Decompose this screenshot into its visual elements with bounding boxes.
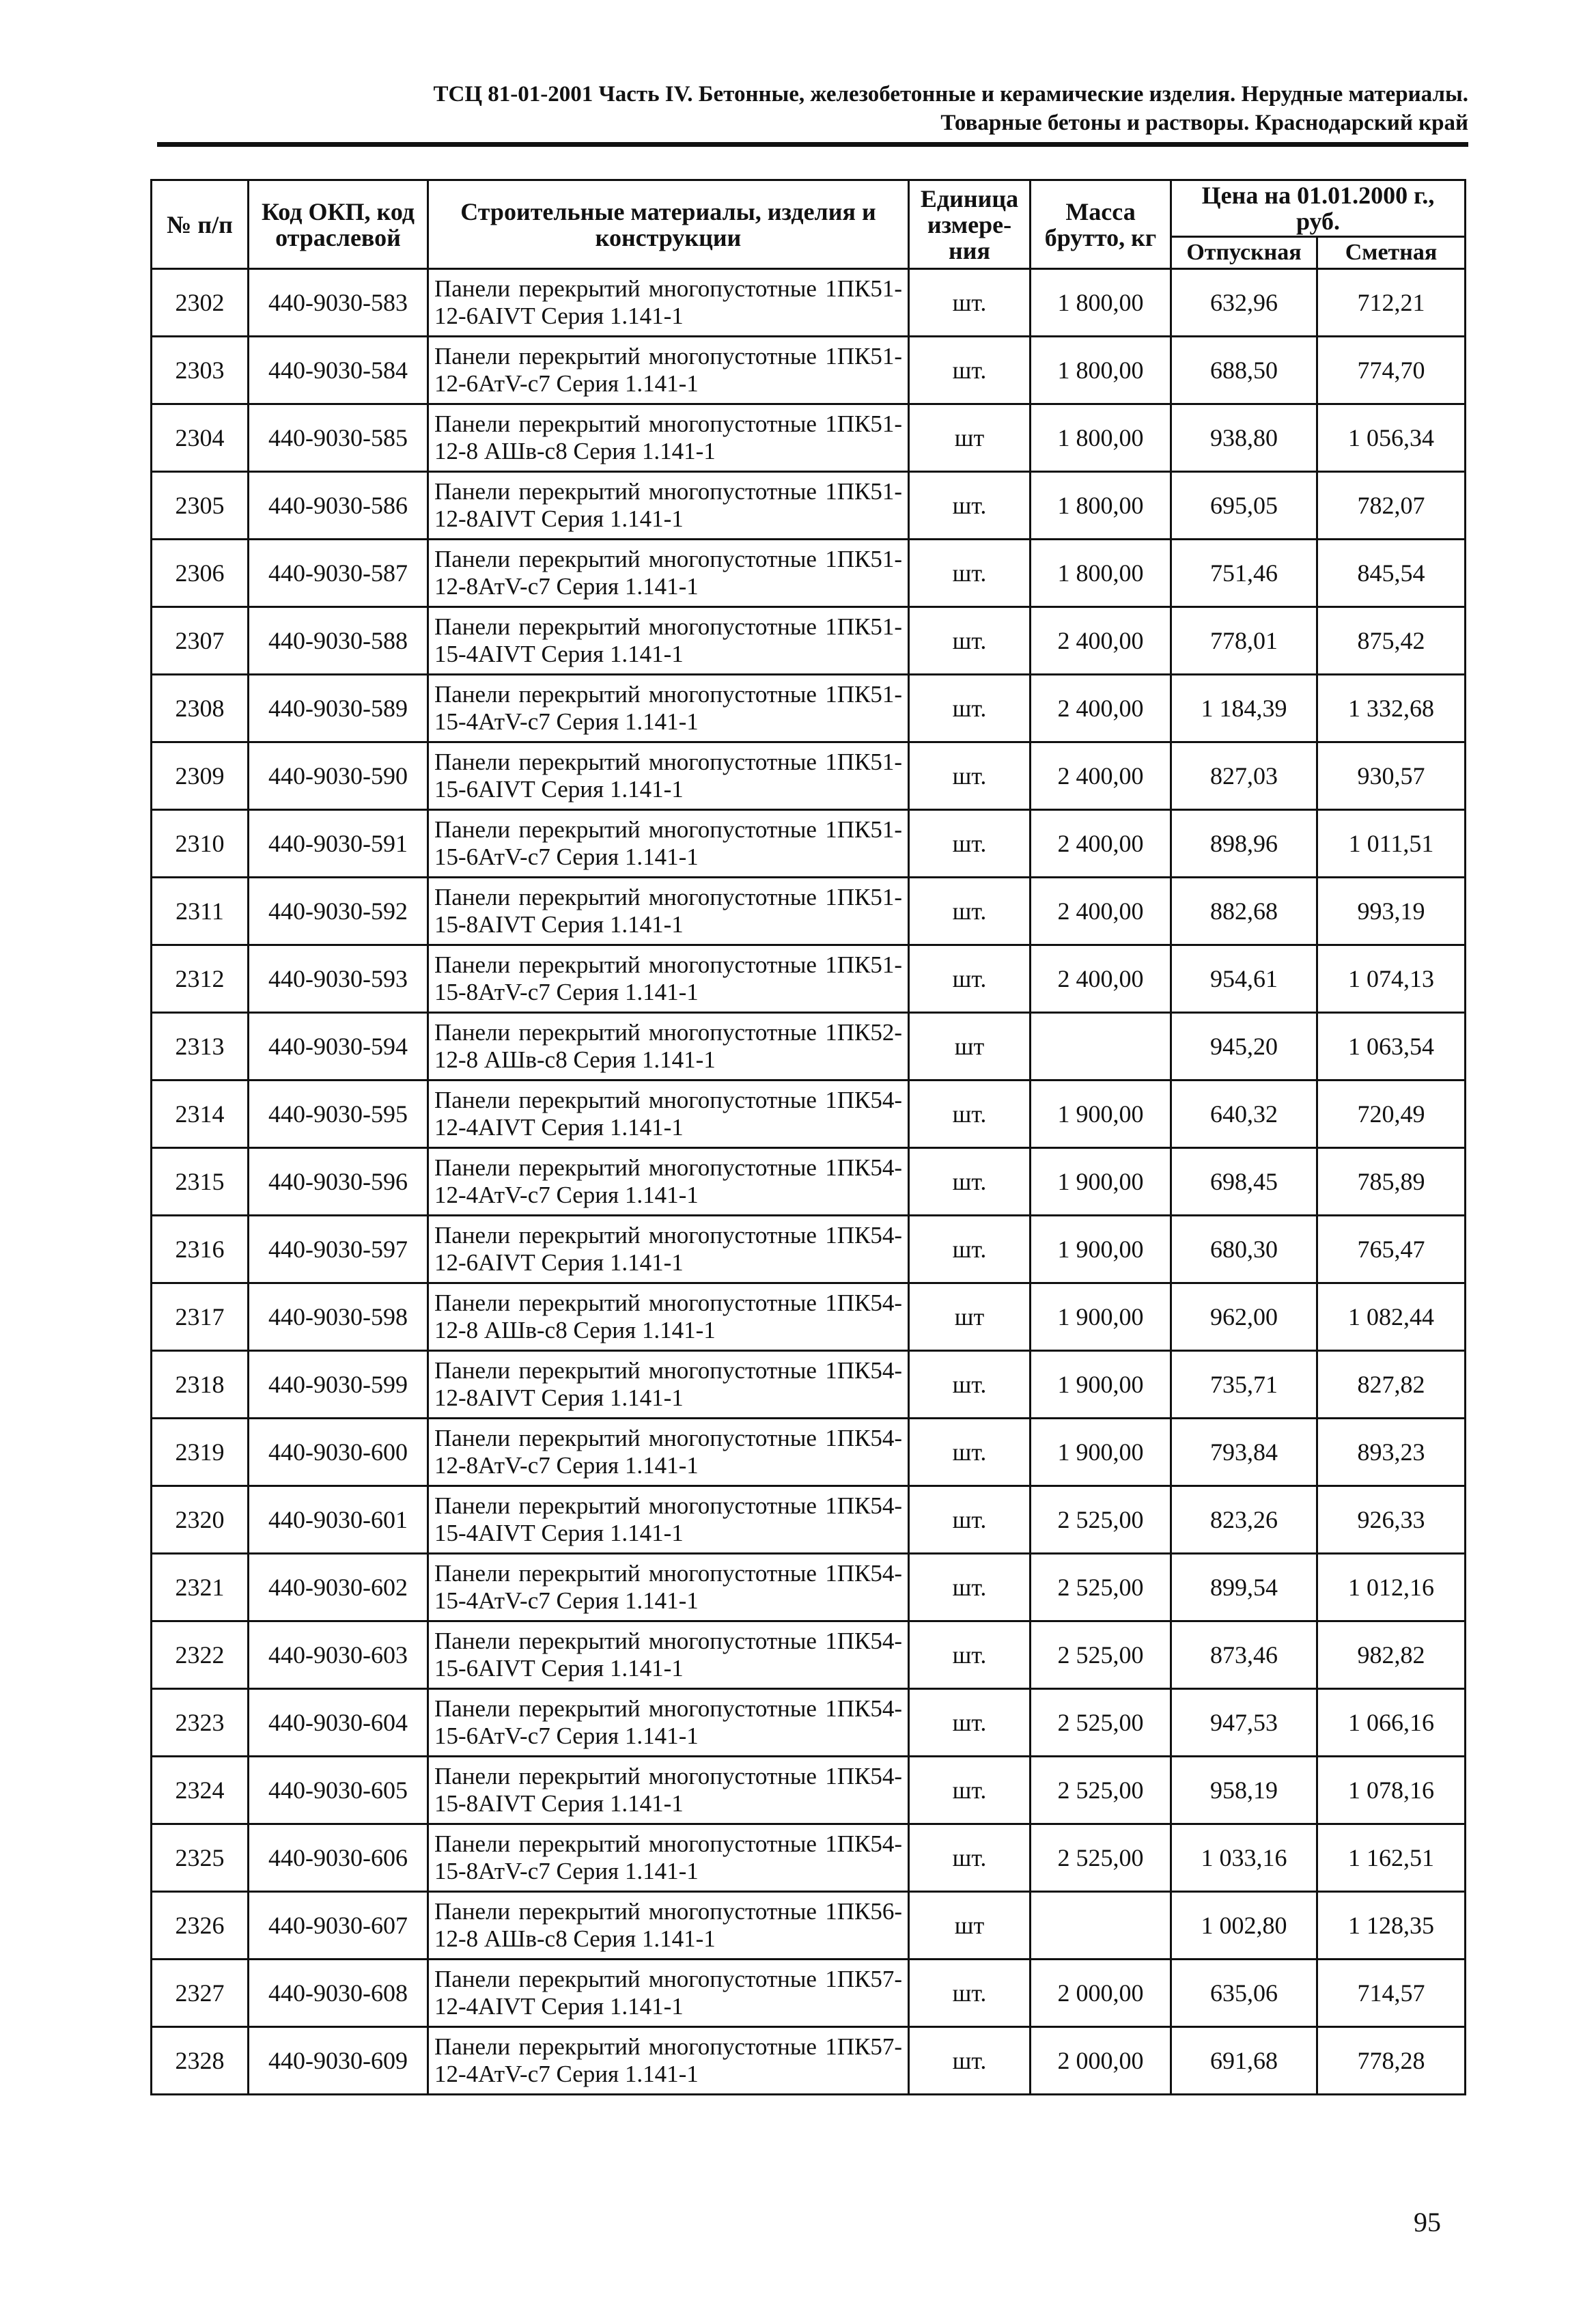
table-row bbox=[152, 269, 1466, 337]
cell-mass: 1 800,00 bbox=[1031, 269, 1171, 337]
cell-unit: шт. bbox=[909, 810, 1031, 878]
cell-price-estimate: 1 332,68 bbox=[1317, 675, 1466, 742]
cell-price-estimate: 785,89 bbox=[1317, 1148, 1466, 1216]
cell-price-estimate: 893,23 bbox=[1317, 1419, 1466, 1486]
table-row bbox=[152, 1013, 1466, 1081]
cell-price-estimate: 926,33 bbox=[1317, 1486, 1466, 1554]
cell-name: Панели перекрытий многопустотные 1ПК54-12-4АIVТ Серия 1.141-1 bbox=[428, 1081, 909, 1148]
cell-code: 440-9030-596 bbox=[249, 1148, 428, 1216]
cell-mass: 2 400,00 bbox=[1031, 742, 1171, 810]
cell-code: 440-9030-593 bbox=[249, 945, 428, 1013]
cell-name: Панели перекрытий многопустотные 1ПК56-12-8 АШв-с8 Серия 1.141-1 bbox=[428, 1892, 909, 1960]
cell-name: Панели перекрытий многопустотные 1ПК54-15-8АтV-с7 Серия 1.141-1 bbox=[428, 1824, 909, 1892]
cell-num: 2327 bbox=[152, 1960, 249, 2027]
cell-code: 440-9030-588 bbox=[249, 607, 428, 675]
table-row bbox=[152, 1621, 1466, 1689]
cell-mass: 2 525,00 bbox=[1031, 1486, 1171, 1554]
cell-unit: шт. bbox=[909, 1689, 1031, 1757]
cell-name: Панели перекрытий многопустотные 1ПК51-15-4АтV-с7 Серия 1.141-1 bbox=[428, 675, 909, 742]
cell-num: 2302 bbox=[152, 269, 249, 337]
cell-num: 2328 bbox=[152, 2027, 249, 2095]
cell-name: Панели перекрытий многопустотные 1ПК54-12-6АIVТ Серия 1.141-1 bbox=[428, 1216, 909, 1283]
cell-name: Панели перекрытий многопустотные 1ПК52-12-8 АШв-с8 Серия 1.141-1 bbox=[428, 1013, 909, 1081]
cell-price-estimate: 1 162,51 bbox=[1317, 1824, 1466, 1892]
cell-unit: шт bbox=[909, 1013, 1031, 1081]
cell-price-release: 882,68 bbox=[1171, 878, 1317, 945]
cell-mass bbox=[1031, 1892, 1171, 1960]
table-row bbox=[152, 1960, 1466, 2027]
cell-unit: шт. bbox=[909, 1351, 1031, 1419]
cell-num: 2319 bbox=[152, 1419, 249, 1486]
cell-price-estimate: 1 012,16 bbox=[1317, 1554, 1466, 1621]
cell-price-release: 899,54 bbox=[1171, 1554, 1317, 1621]
cell-code: 440-9030-583 bbox=[249, 269, 428, 337]
cell-name: Панели перекрытий многопустотные 1ПК54-15-8АIVТ Серия 1.141-1 bbox=[428, 1757, 909, 1824]
cell-price-estimate: 827,82 bbox=[1317, 1351, 1466, 1419]
cell-price-release: 680,30 bbox=[1171, 1216, 1317, 1283]
page-number: 95 bbox=[1414, 2207, 1441, 2238]
cell-num: 2314 bbox=[152, 1081, 249, 1148]
cell-name: Панели перекрытий многопустотные 1ПК51-12-8 АШв-с8 Серия 1.141-1 bbox=[428, 404, 909, 472]
cell-mass: 2 400,00 bbox=[1031, 607, 1171, 675]
cell-code: 440-9030-597 bbox=[249, 1216, 428, 1283]
cell-price-estimate: 712,21 bbox=[1317, 269, 1466, 337]
cell-num: 2308 bbox=[152, 675, 249, 742]
cell-mass: 2 400,00 bbox=[1031, 945, 1171, 1013]
cell-mass: 1 800,00 bbox=[1031, 337, 1171, 404]
cell-price-estimate: 845,54 bbox=[1317, 540, 1466, 607]
cell-unit: шт. bbox=[909, 540, 1031, 607]
cell-price-release: 898,96 bbox=[1171, 810, 1317, 878]
table-row bbox=[152, 945, 1466, 1013]
cell-num: 2310 bbox=[152, 810, 249, 878]
cell-unit: шт. bbox=[909, 1554, 1031, 1621]
table-row bbox=[152, 878, 1466, 945]
col-header-code: Код ОКП, код отраслевой bbox=[249, 180, 428, 269]
table-row bbox=[152, 1419, 1466, 1486]
cell-price-release: 947,53 bbox=[1171, 1689, 1317, 1757]
cell-price-release: 688,50 bbox=[1171, 337, 1317, 404]
table-row bbox=[152, 1351, 1466, 1419]
cell-num: 2305 bbox=[152, 472, 249, 540]
header-line-1: ТСЦ 81-01-2001 Часть IV. Бетонные, железобетонные и керамические изделия. Нерудные материалы. bbox=[433, 82, 1468, 107]
cell-unit: шт. bbox=[909, 1824, 1031, 1892]
cell-price-release: 751,46 bbox=[1171, 540, 1317, 607]
table-row bbox=[152, 1757, 1466, 1824]
cell-unit: шт. bbox=[909, 1757, 1031, 1824]
cell-price-release: 827,03 bbox=[1171, 742, 1317, 810]
cell-name: Панели перекрытий многопустотные 1ПК51-15-8АтV-с7 Серия 1.141-1 bbox=[428, 945, 909, 1013]
cell-name: Панели перекрытий многопустотные 1ПК51-12-6АIVТ Серия 1.141-1 bbox=[428, 269, 909, 337]
cell-name: Панели перекрытий многопустотные 1ПК51-15-8АIVТ Серия 1.141-1 bbox=[428, 878, 909, 945]
cell-price-estimate: 1 082,44 bbox=[1317, 1283, 1466, 1351]
cell-num: 2306 bbox=[152, 540, 249, 607]
cell-num: 2323 bbox=[152, 1689, 249, 1757]
cell-price-release: 640,32 bbox=[1171, 1081, 1317, 1148]
cell-code: 440-9030-607 bbox=[249, 1892, 428, 1960]
cell-mass: 1 800,00 bbox=[1031, 540, 1171, 607]
cell-code: 440-9030-601 bbox=[249, 1486, 428, 1554]
cell-code: 440-9030-599 bbox=[249, 1351, 428, 1419]
cell-code: 440-9030-602 bbox=[249, 1554, 428, 1621]
cell-price-estimate: 782,07 bbox=[1317, 472, 1466, 540]
cell-price-release: 873,46 bbox=[1171, 1621, 1317, 1689]
cell-code: 440-9030-608 bbox=[249, 1960, 428, 2027]
table-row bbox=[152, 1892, 1466, 1960]
cell-unit: шт. bbox=[909, 742, 1031, 810]
table-row bbox=[152, 2027, 1466, 2095]
cell-price-estimate: 1 011,51 bbox=[1317, 810, 1466, 878]
cell-num: 2317 bbox=[152, 1283, 249, 1351]
cell-num: 2307 bbox=[152, 607, 249, 675]
cell-price-release: 1 033,16 bbox=[1171, 1824, 1317, 1892]
col-header-name: Строительные материалы, изделия и конструкции bbox=[428, 180, 909, 269]
cell-price-release: 735,71 bbox=[1171, 1351, 1317, 1419]
cell-unit: шт. bbox=[909, 472, 1031, 540]
cell-unit: шт bbox=[909, 1283, 1031, 1351]
cell-price-estimate: 993,19 bbox=[1317, 878, 1466, 945]
cell-price-release: 695,05 bbox=[1171, 472, 1317, 540]
cell-unit: шт. bbox=[909, 1621, 1031, 1689]
cell-code: 440-9030-586 bbox=[249, 472, 428, 540]
header-rule bbox=[157, 142, 1468, 147]
cell-num: 2320 bbox=[152, 1486, 249, 1554]
cell-name: Панели перекрытий многопустотные 1ПК54-12-8АтV-с7 Серия 1.141-1 bbox=[428, 1419, 909, 1486]
cell-price-estimate: 774,70 bbox=[1317, 337, 1466, 404]
cell-num: 2322 bbox=[152, 1621, 249, 1689]
cell-num: 2304 bbox=[152, 404, 249, 472]
cell-num: 2309 bbox=[152, 742, 249, 810]
table-row bbox=[152, 675, 1466, 742]
cell-unit: шт. bbox=[909, 607, 1031, 675]
cell-price-estimate: 1 078,16 bbox=[1317, 1757, 1466, 1824]
price-table bbox=[150, 179, 1466, 2095]
cell-code: 440-9030-609 bbox=[249, 2027, 428, 2095]
cell-num: 2324 bbox=[152, 1757, 249, 1824]
cell-code: 440-9030-603 bbox=[249, 1621, 428, 1689]
cell-name: Панели перекрытий многопустотные 1ПК51-15-4АIVТ Серия 1.141-1 bbox=[428, 607, 909, 675]
cell-name: Панели перекрытий многопустотные 1ПК51-12-6АтV-с7 Серия 1.141-1 bbox=[428, 337, 909, 404]
cell-price-release: 635,06 bbox=[1171, 1960, 1317, 2027]
cell-price-estimate: 1 128,35 bbox=[1317, 1892, 1466, 1960]
cell-name: Панели перекрытий многопустотные 1ПК51-15-6АтV-с7 Серия 1.141-1 bbox=[428, 810, 909, 878]
cell-code: 440-9030-592 bbox=[249, 878, 428, 945]
cell-mass: 2 400,00 bbox=[1031, 878, 1171, 945]
cell-mass: 2 525,00 bbox=[1031, 1757, 1171, 1824]
cell-price-estimate: 720,49 bbox=[1317, 1081, 1466, 1148]
table-row bbox=[152, 540, 1466, 607]
table-body bbox=[152, 269, 1466, 2095]
cell-price-estimate: 1 063,54 bbox=[1317, 1013, 1466, 1081]
cell-code: 440-9030-595 bbox=[249, 1081, 428, 1148]
cell-mass: 1 800,00 bbox=[1031, 404, 1171, 472]
cell-code: 440-9030-590 bbox=[249, 742, 428, 810]
table-row bbox=[152, 1216, 1466, 1283]
cell-code: 440-9030-604 bbox=[249, 1689, 428, 1757]
cell-mass: 2 525,00 bbox=[1031, 1824, 1171, 1892]
cell-price-release: 1 002,80 bbox=[1171, 1892, 1317, 1960]
cell-code: 440-9030-605 bbox=[249, 1757, 428, 1824]
cell-price-release: 962,00 bbox=[1171, 1283, 1317, 1351]
col-header-unit: Единица измере-ния bbox=[909, 180, 1031, 269]
cell-mass: 1 900,00 bbox=[1031, 1081, 1171, 1148]
cell-code: 440-9030-587 bbox=[249, 540, 428, 607]
cell-price-release: 954,61 bbox=[1171, 945, 1317, 1013]
cell-unit: шт. bbox=[909, 945, 1031, 1013]
cell-mass: 2 525,00 bbox=[1031, 1621, 1171, 1689]
table-row bbox=[152, 337, 1466, 404]
cell-name: Панели перекрытий многопустотные 1ПК54-15-6АIVТ Серия 1.141-1 bbox=[428, 1621, 909, 1689]
cell-name: Панели перекрытий многопустотные 1ПК54-15-4АIVТ Серия 1.141-1 bbox=[428, 1486, 909, 1554]
header-line-2: Товарные бетоны и растворы. Краснодарский край bbox=[940, 111, 1468, 135]
col-header-price-estimate: Сметная bbox=[1317, 237, 1466, 269]
cell-name: Панели перекрытий многопустотные 1ПК54-12-8 АШв-с8 Серия 1.141-1 bbox=[428, 1283, 909, 1351]
cell-num: 2315 bbox=[152, 1148, 249, 1216]
col-header-num: № п/п bbox=[152, 180, 249, 269]
cell-name: Панели перекрытий многопустотные 1ПК51-12-8АтV-с7 Серия 1.141-1 bbox=[428, 540, 909, 607]
cell-code: 440-9030-606 bbox=[249, 1824, 428, 1892]
cell-unit: шт. bbox=[909, 1216, 1031, 1283]
cell-price-release: 632,96 bbox=[1171, 269, 1317, 337]
cell-mass: 2 000,00 bbox=[1031, 1960, 1171, 2027]
cell-unit: шт. bbox=[909, 2027, 1031, 2095]
cell-code: 440-9030-600 bbox=[249, 1419, 428, 1486]
table-row bbox=[152, 1283, 1466, 1351]
cell-name: Панели перекрытий многопустотные 1ПК51-15-6АIVТ Серия 1.141-1 bbox=[428, 742, 909, 810]
cell-mass: 2 000,00 bbox=[1031, 2027, 1171, 2095]
cell-mass: 1 900,00 bbox=[1031, 1216, 1171, 1283]
cell-code: 440-9030-584 bbox=[249, 337, 428, 404]
cell-unit: шт. bbox=[909, 1081, 1031, 1148]
cell-price-release: 823,26 bbox=[1171, 1486, 1317, 1554]
cell-name: Панели перекрытий многопустотные 1ПК51-12-8АIVТ Серия 1.141-1 bbox=[428, 472, 909, 540]
cell-unit: шт. bbox=[909, 878, 1031, 945]
cell-price-release: 793,84 bbox=[1171, 1419, 1317, 1486]
cell-code: 440-9030-589 bbox=[249, 675, 428, 742]
cell-unit: шт bbox=[909, 404, 1031, 472]
cell-mass: 1 900,00 bbox=[1031, 1419, 1171, 1486]
cell-unit: шт. bbox=[909, 269, 1031, 337]
cell-price-estimate: 930,57 bbox=[1317, 742, 1466, 810]
cell-mass: 2 400,00 bbox=[1031, 810, 1171, 878]
cell-price-release: 945,20 bbox=[1171, 1013, 1317, 1081]
cell-num: 2316 bbox=[152, 1216, 249, 1283]
cell-mass: 1 900,00 bbox=[1031, 1351, 1171, 1419]
cell-unit: шт bbox=[909, 1892, 1031, 1960]
cell-price-estimate: 875,42 bbox=[1317, 607, 1466, 675]
cell-price-release: 958,19 bbox=[1171, 1757, 1317, 1824]
cell-price-estimate: 982,82 bbox=[1317, 1621, 1466, 1689]
table-row bbox=[152, 1081, 1466, 1148]
cell-name: Панели перекрытий многопустотные 1ПК54-12-8АIVТ Серия 1.141-1 bbox=[428, 1351, 909, 1419]
cell-num: 2321 bbox=[152, 1554, 249, 1621]
cell-num: 2303 bbox=[152, 337, 249, 404]
cell-unit: шт. bbox=[909, 1960, 1031, 2027]
cell-name: Панели перекрытий многопустотные 1ПК54-15-4АтV-с7 Серия 1.141-1 bbox=[428, 1554, 909, 1621]
cell-price-estimate: 1 056,34 bbox=[1317, 404, 1466, 472]
cell-price-estimate: 714,57 bbox=[1317, 1960, 1466, 2027]
cell-unit: шт. bbox=[909, 1148, 1031, 1216]
cell-name: Панели перекрытий многопустотные 1ПК54-15-6АтV-с7 Серия 1.141-1 bbox=[428, 1689, 909, 1757]
cell-price-estimate: 778,28 bbox=[1317, 2027, 1466, 2095]
cell-mass bbox=[1031, 1013, 1171, 1081]
cell-price-release: 698,45 bbox=[1171, 1148, 1317, 1216]
table-row bbox=[152, 1148, 1466, 1216]
cell-name: Панели перекрытий многопустотные 1ПК54-12-4АтV-с7 Серия 1.141-1 bbox=[428, 1148, 909, 1216]
cell-num: 2313 bbox=[152, 1013, 249, 1081]
cell-unit: шт. bbox=[909, 1419, 1031, 1486]
table-row bbox=[152, 607, 1466, 675]
col-header-price: Цена на 01.01.2000 г., руб. bbox=[1171, 180, 1466, 237]
cell-mass: 2 525,00 bbox=[1031, 1689, 1171, 1757]
table-row bbox=[152, 1554, 1466, 1621]
col-header-price-release: Отпускная bbox=[1171, 237, 1317, 269]
table-row bbox=[152, 1689, 1466, 1757]
cell-mass: 1 900,00 bbox=[1031, 1148, 1171, 1216]
cell-num: 2325 bbox=[152, 1824, 249, 1892]
table-row bbox=[152, 472, 1466, 540]
cell-code: 440-9030-598 bbox=[249, 1283, 428, 1351]
cell-mass: 1 800,00 bbox=[1031, 472, 1171, 540]
cell-unit: шт. bbox=[909, 675, 1031, 742]
cell-num: 2326 bbox=[152, 1892, 249, 1960]
cell-price-release: 938,80 bbox=[1171, 404, 1317, 472]
col-header-mass: Масса брутто, кг bbox=[1031, 180, 1171, 269]
cell-code: 440-9030-591 bbox=[249, 810, 428, 878]
cell-price-estimate: 1 074,13 bbox=[1317, 945, 1466, 1013]
cell-num: 2312 bbox=[152, 945, 249, 1013]
cell-unit: шт. bbox=[909, 1486, 1031, 1554]
cell-price-estimate: 1 066,16 bbox=[1317, 1689, 1466, 1757]
cell-price-release: 778,01 bbox=[1171, 607, 1317, 675]
cell-mass: 2 400,00 bbox=[1031, 675, 1171, 742]
cell-code: 440-9030-585 bbox=[249, 404, 428, 472]
cell-code: 440-9030-594 bbox=[249, 1013, 428, 1081]
cell-unit: шт. bbox=[909, 337, 1031, 404]
cell-num: 2318 bbox=[152, 1351, 249, 1419]
cell-price-release: 1 184,39 bbox=[1171, 675, 1317, 742]
table-row bbox=[152, 1486, 1466, 1554]
cell-price-release: 691,68 bbox=[1171, 2027, 1317, 2095]
table-row bbox=[152, 404, 1466, 472]
cell-name: Панели перекрытий многопустотные 1ПК57-12-4АтV-с7 Серия 1.141-1 bbox=[428, 2027, 909, 2095]
table-row bbox=[152, 1824, 1466, 1892]
cell-name: Панели перекрытий многопустотные 1ПК57-12-4АIVТ Серия 1.141-1 bbox=[428, 1960, 909, 2027]
table-row bbox=[152, 742, 1466, 810]
table-row bbox=[152, 810, 1466, 878]
cell-mass: 2 525,00 bbox=[1031, 1554, 1171, 1621]
cell-price-estimate: 765,47 bbox=[1317, 1216, 1466, 1283]
cell-mass: 1 900,00 bbox=[1031, 1283, 1171, 1351]
cell-num: 2311 bbox=[152, 878, 249, 945]
